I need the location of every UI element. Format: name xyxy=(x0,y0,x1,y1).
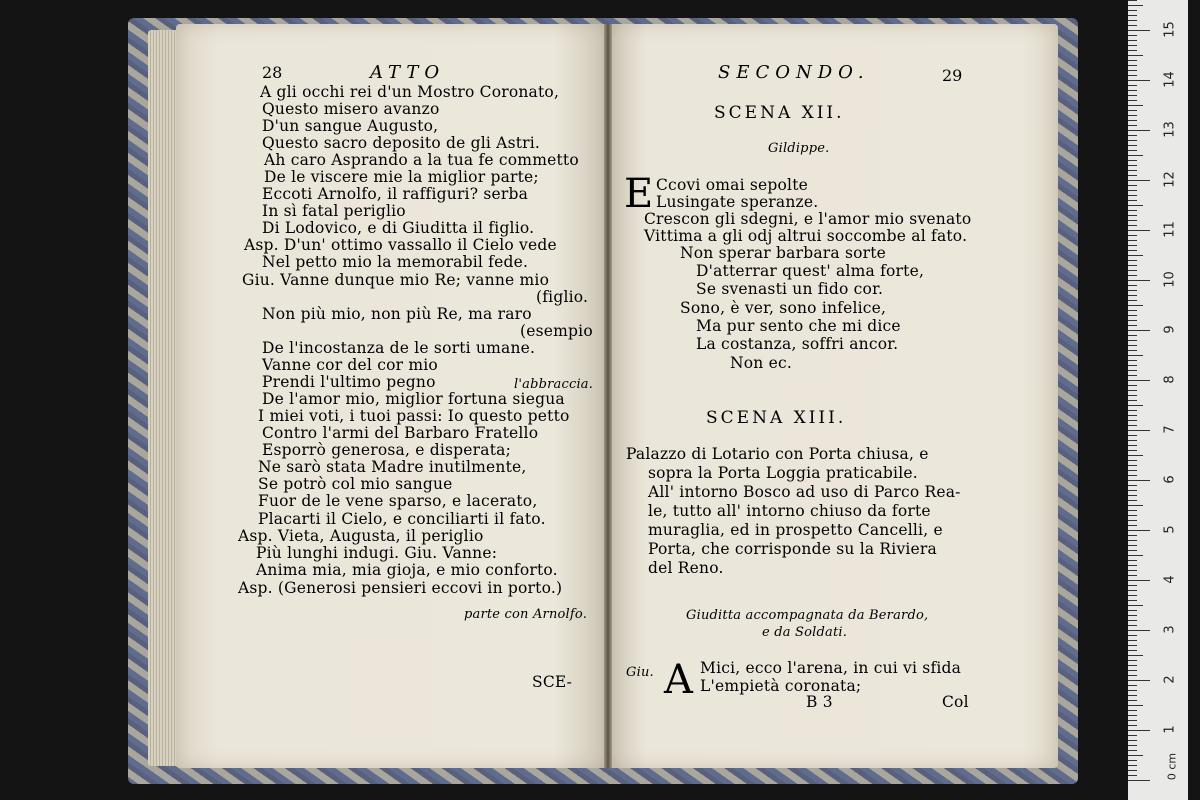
character-name: Gildippe. xyxy=(768,141,830,156)
ruler-tick xyxy=(1128,240,1137,241)
ruler-number: 13 xyxy=(1162,121,1178,138)
ruler-tick xyxy=(1128,510,1137,511)
left-running-head: ATTO xyxy=(370,62,446,83)
text-line: Giu. Vanne dunque mio Re; vanne mio xyxy=(242,271,550,289)
ruler-tick xyxy=(1128,460,1137,461)
text-line: A gli occhi rei d'un Mostro Coronato, xyxy=(260,83,560,101)
catchword: SCE- xyxy=(532,673,573,691)
ruler-tick xyxy=(1128,120,1137,121)
ruler-tick xyxy=(1128,25,1137,26)
ruler-tick xyxy=(1128,290,1137,291)
ruler-tick xyxy=(1128,750,1137,751)
ruler-tick xyxy=(1128,560,1137,561)
catchword: Col xyxy=(942,693,969,711)
text-line: Crescon gli sdegni, e l'amor mio svenato xyxy=(644,210,972,228)
ruler-tick xyxy=(1128,385,1137,386)
setting-line: Palazzo di Lotario con Porta chiusa, e xyxy=(626,445,929,463)
ruler-tick xyxy=(1128,605,1143,606)
ruler-number: 10 xyxy=(1162,271,1178,288)
text-line: In sì fatal periglio xyxy=(262,202,406,220)
ruler-number: 4 xyxy=(1162,575,1178,584)
ruler-tick xyxy=(1128,60,1137,61)
ruler-tick xyxy=(1128,390,1137,391)
ruler-tick xyxy=(1128,95,1137,96)
ruler-tick xyxy=(1128,430,1150,431)
ruler-tick xyxy=(1128,360,1137,361)
ruler-tick xyxy=(1128,530,1150,531)
ruler-tick xyxy=(1128,200,1137,201)
ruler-tick xyxy=(1128,755,1143,756)
ruler-tick xyxy=(1128,545,1137,546)
ruler-tick xyxy=(1128,475,1137,476)
setting-line: Porta, che corrisponde su la Riviera xyxy=(648,540,937,558)
text-line: Mici, ecco l'arena, in cui vi sfida xyxy=(700,659,962,677)
ruler-tick xyxy=(1128,725,1137,726)
ruler-tick xyxy=(1128,180,1150,181)
ruler-tick xyxy=(1128,740,1137,741)
text-line: Asp. Vieta, Augusta, il periglio xyxy=(238,527,484,545)
ruler-tick xyxy=(1128,260,1137,261)
text-line: Fuor de le vene sparso, e lacerato, xyxy=(258,492,538,510)
ruler-unit-label: 0 cm xyxy=(1165,752,1179,781)
text-line: Vittima a gli odj altrui soccombe al fato. xyxy=(644,227,968,245)
ruler-number: 8 xyxy=(1162,375,1178,384)
ruler-tick xyxy=(1128,780,1150,781)
ruler-tick xyxy=(1128,470,1137,471)
ruler-number: 9 xyxy=(1162,325,1178,334)
ruler-tick xyxy=(1128,160,1137,161)
page-edges xyxy=(148,30,178,766)
ruler-tick xyxy=(1128,415,1137,416)
ruler-tick xyxy=(1128,405,1143,406)
ruler-tick xyxy=(1128,395,1137,396)
text-line: Se potrò col mio sangue xyxy=(258,475,453,493)
ruler-number: 2 xyxy=(1162,675,1178,684)
text-line: Asp. (Generosi pensieri eccovi in porto.) xyxy=(238,579,563,597)
text-line: (esempio xyxy=(520,322,593,340)
ruler-tick xyxy=(1128,640,1137,641)
ruler-tick xyxy=(1128,340,1137,341)
text-line: Placarti il Cielo, e conciliarti il fato. xyxy=(258,510,546,528)
ruler-tick xyxy=(1128,230,1150,231)
ruler-tick xyxy=(1128,675,1137,676)
text-line: I miei voti, i tuoi passi: Io questo petto xyxy=(258,407,570,425)
ruler-tick xyxy=(1128,330,1150,331)
ruler-number: 6 xyxy=(1162,475,1178,484)
ruler-tick xyxy=(1128,710,1137,711)
ruler-tick xyxy=(1128,400,1137,401)
ruler-tick xyxy=(1128,600,1137,601)
ruler-tick xyxy=(1128,150,1137,151)
stage-direction: l'abbraccia. xyxy=(514,377,594,392)
text-line: De l'incostanza de le sorti umane. xyxy=(262,339,536,357)
characters-line: Giuditta accompagnata da Berardo, xyxy=(686,608,929,623)
ruler-tick xyxy=(1128,495,1137,496)
ruler-tick xyxy=(1128,610,1137,611)
ruler-tick xyxy=(1128,55,1143,56)
ruler-tick xyxy=(1128,485,1137,486)
text-line: De l'amor mio, miglior fortuna siegua xyxy=(262,390,565,408)
ruler-tick xyxy=(1128,335,1137,336)
ruler-tick xyxy=(1128,440,1137,441)
ruler-tick xyxy=(1128,565,1137,566)
ruler-tick xyxy=(1128,500,1137,501)
ruler-tick xyxy=(1128,50,1137,51)
ruler-tick xyxy=(1128,690,1137,691)
ruler-tick xyxy=(1128,30,1150,31)
text-line: L'empietà coronata; xyxy=(700,677,862,695)
ruler-tick xyxy=(1128,145,1137,146)
ruler-tick xyxy=(1128,695,1137,696)
text-line: Questo misero avanzo xyxy=(262,100,440,118)
ruler-tick xyxy=(1128,540,1137,541)
ruler-tick xyxy=(1128,310,1137,311)
text-line: Esporrò generosa, e disperata; xyxy=(262,441,512,459)
text-line: Asp. D'un' ottimo vassallo il Cielo vede xyxy=(244,236,557,254)
ruler-tick xyxy=(1128,580,1150,581)
ruler-tick xyxy=(1128,365,1137,366)
ruler-tick xyxy=(1128,465,1137,466)
ruler-tick xyxy=(1128,520,1137,521)
ruler-tick xyxy=(1128,215,1137,216)
text-line: Non più mio, non più Re, ma raro xyxy=(262,305,532,323)
ruler-tick xyxy=(1128,525,1137,526)
ruler-tick xyxy=(1128,670,1137,671)
ruler-tick xyxy=(1128,620,1137,621)
ruler-tick xyxy=(1128,190,1137,191)
ruler-tick xyxy=(1128,135,1137,136)
ruler-tick xyxy=(1128,590,1137,591)
ruler-number: 15 xyxy=(1162,21,1178,38)
ruler-tick xyxy=(1128,65,1137,66)
ruler-tick xyxy=(1128,265,1137,266)
ruler-tick xyxy=(1128,445,1137,446)
ruler-tick xyxy=(1128,195,1137,196)
ruler-tick xyxy=(1128,280,1150,281)
ruler-tick xyxy=(1128,380,1150,381)
ruler-number: 3 xyxy=(1162,625,1178,634)
text-line: D'atterrar quest' alma forte, xyxy=(696,262,925,280)
ruler-tick xyxy=(1128,100,1137,101)
ruler-tick xyxy=(1128,255,1143,256)
ruler-tick xyxy=(1128,455,1143,456)
ruler-tick xyxy=(1128,220,1137,221)
setting-line: del Reno. xyxy=(648,559,724,577)
ruler-tick xyxy=(1128,715,1137,716)
ruler-number: 12 xyxy=(1162,171,1178,188)
ruler-tick xyxy=(1128,770,1137,771)
text-line: Vanne cor del cor mio xyxy=(262,356,438,374)
ruler-tick xyxy=(1128,70,1137,71)
ruler-tick xyxy=(1128,155,1143,156)
text-line: Lusingate speranze. xyxy=(656,193,819,211)
ruler-tick xyxy=(1128,210,1137,211)
ruler-tick xyxy=(1128,130,1150,131)
text-line: Se svenasti un fido cor. xyxy=(696,280,884,298)
setting-line: All' intorno Bosco ad uso di Parco Rea- xyxy=(648,483,961,501)
ruler-tick xyxy=(1128,170,1137,171)
ruler-tick xyxy=(1128,305,1143,306)
ruler-tick xyxy=(1128,420,1137,421)
ruler-tick xyxy=(1128,80,1150,81)
ruler-tick xyxy=(1128,225,1137,226)
ruler-tick xyxy=(1128,175,1137,176)
setting-line: sopra la Porta Loggia praticabile. xyxy=(648,464,918,482)
ruler-tick xyxy=(1128,35,1137,36)
ruler-tick xyxy=(1128,5,1143,6)
text-line: Non ec. xyxy=(730,354,792,372)
setting-line: muraglia, ed in prospetto Cancelli, e xyxy=(648,521,943,539)
ruler-number: 5 xyxy=(1162,525,1178,534)
ruler-tick xyxy=(1128,85,1137,86)
ruler-tick xyxy=(1128,635,1137,636)
scene-title: SCENA XIII. xyxy=(706,408,847,428)
ruler-tick xyxy=(1128,660,1137,661)
ruler-tick xyxy=(1128,285,1137,286)
ruler-tick xyxy=(1128,745,1137,746)
ruler-tick xyxy=(1128,555,1143,556)
ruler-tick xyxy=(1128,435,1137,436)
exit-direction: parte con Arnolfo. xyxy=(464,607,588,622)
setting-line: le, tutto all' intorno chiuso da forte xyxy=(648,502,931,520)
ruler-tick xyxy=(1128,40,1137,41)
text-line: Sono, è ver, sono infelice, xyxy=(680,299,887,317)
ruler-tick xyxy=(1128,0,1137,1)
ruler-tick xyxy=(1128,705,1143,706)
text-line: Contro l'armi del Barbaro Fratello xyxy=(262,424,539,442)
ruler-tick xyxy=(1128,355,1143,356)
ruler-tick xyxy=(1128,315,1137,316)
characters-line: e da Soldati. xyxy=(762,625,848,640)
ruler-tick xyxy=(1128,655,1143,656)
ruler-tick xyxy=(1128,645,1137,646)
text-line: Prendi l'ultimo pegno xyxy=(262,373,436,391)
drop-cap: E xyxy=(624,171,654,217)
ruler-tick xyxy=(1128,115,1137,116)
ruler-tick xyxy=(1128,595,1137,596)
ruler-tick xyxy=(1128,700,1137,701)
ruler-tick xyxy=(1128,630,1150,631)
left-page-number: 28 xyxy=(262,63,283,82)
ruler-tick xyxy=(1128,650,1137,651)
text-line: Anima mia, mia gioja, e mio conforto. xyxy=(256,561,558,579)
ruler-tick xyxy=(1128,165,1137,166)
text-line: Questo sacro deposito de gli Astri. xyxy=(262,134,541,152)
ruler-number: 11 xyxy=(1162,221,1178,238)
ruler-tick xyxy=(1128,15,1137,16)
book-gutter xyxy=(604,24,612,768)
ruler-tick xyxy=(1128,665,1137,666)
drop-cap: A xyxy=(664,657,693,703)
text-line: (figlio. xyxy=(536,288,589,306)
ruler-tick xyxy=(1128,345,1137,346)
ruler-tick xyxy=(1128,320,1137,321)
ruler-tick xyxy=(1128,10,1137,11)
text-line: D'un sangue Augusto, xyxy=(262,117,439,135)
ruler-tick xyxy=(1128,45,1137,46)
text-line: La costanza, soffri ancor. xyxy=(696,335,899,353)
ruler-number: 14 xyxy=(1162,71,1178,88)
ruler-tick xyxy=(1128,535,1137,536)
ruler-tick xyxy=(1128,250,1137,251)
signature-mark: B 3 xyxy=(806,693,833,711)
text-line: Ah caro Asprando a la tua fe commetto xyxy=(264,151,579,169)
text-line: Ccovi omai sepolte xyxy=(656,176,809,194)
text-line: Nel petto mio la memorabil fede. xyxy=(262,253,529,271)
measurement-ruler xyxy=(1128,0,1188,800)
ruler-tick xyxy=(1128,760,1137,761)
text-line: Eccoti Arnolfo, il raffiguri? serba xyxy=(262,185,529,203)
ruler-tick xyxy=(1128,110,1137,111)
ruler-tick xyxy=(1128,685,1137,686)
ruler-tick xyxy=(1128,735,1137,736)
ruler-tick xyxy=(1128,375,1137,376)
ruler-tick xyxy=(1128,205,1143,206)
ruler-tick xyxy=(1128,625,1137,626)
ruler-tick xyxy=(1128,505,1143,506)
right-page-number: 29 xyxy=(942,66,963,85)
text-line: Di Lodovico, e di Giuditta il figlio. xyxy=(262,219,535,237)
ruler-tick xyxy=(1128,550,1137,551)
ruler-tick xyxy=(1128,185,1137,186)
text-line: Non sperar barbara sorte xyxy=(680,244,887,262)
ruler-tick xyxy=(1128,270,1137,271)
text-line: Ne sarò stata Madre inutilmente, xyxy=(258,458,527,476)
ruler-tick xyxy=(1128,90,1137,91)
right-running-head: SECONDO. xyxy=(718,62,870,83)
ruler-tick xyxy=(1128,730,1150,731)
ruler-tick xyxy=(1128,680,1150,681)
ruler-tick xyxy=(1128,20,1137,21)
ruler-tick xyxy=(1128,425,1137,426)
ruler-number: 7 xyxy=(1162,425,1178,434)
ruler-tick xyxy=(1128,350,1137,351)
ruler-tick xyxy=(1128,300,1137,301)
scene-title: SCENA XII. xyxy=(714,103,845,123)
text-line: Ma pur sento che mi dice xyxy=(696,317,901,335)
ruler-tick xyxy=(1128,370,1137,371)
ruler-tick xyxy=(1128,775,1137,776)
ruler-tick xyxy=(1128,720,1137,721)
ruler-tick xyxy=(1128,615,1137,616)
ruler-tick xyxy=(1128,410,1137,411)
ruler-tick xyxy=(1128,575,1137,576)
ruler-tick xyxy=(1128,275,1137,276)
text-line: De le viscere mie la miglior parte; xyxy=(264,168,539,186)
ruler-tick xyxy=(1128,245,1137,246)
ruler-tick xyxy=(1128,105,1143,106)
ruler-tick xyxy=(1128,325,1137,326)
ruler-tick xyxy=(1128,765,1137,766)
ruler-tick xyxy=(1128,75,1137,76)
ruler-tick xyxy=(1128,585,1137,586)
ruler-tick xyxy=(1128,140,1137,141)
ruler-tick xyxy=(1128,235,1137,236)
ruler-number: 1 xyxy=(1162,725,1178,734)
ruler-tick xyxy=(1128,480,1150,481)
speaker-label: Giu. xyxy=(626,665,654,680)
ruler-tick xyxy=(1128,295,1137,296)
ruler-tick xyxy=(1128,490,1137,491)
ruler-tick xyxy=(1128,450,1137,451)
ruler-tick xyxy=(1128,570,1137,571)
ruler-tick xyxy=(1128,125,1137,126)
text-line: Più lunghi indugi. Giu. Vanne: xyxy=(256,544,498,562)
ruler-tick xyxy=(1128,515,1137,516)
